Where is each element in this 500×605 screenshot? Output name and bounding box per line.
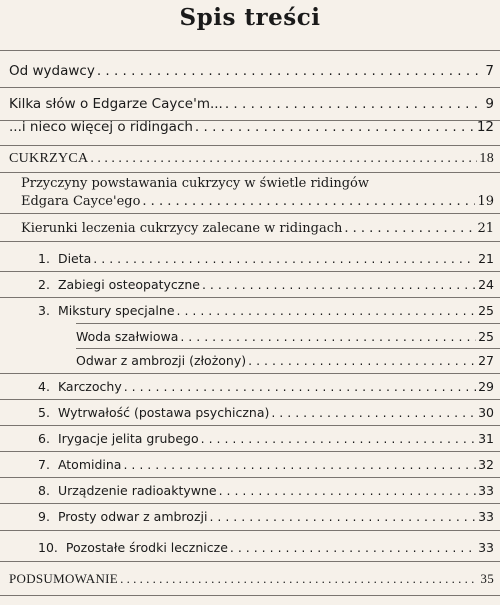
dot-leader — [97, 63, 484, 79]
item-number: 10. — [38, 540, 58, 555]
toc-item[interactable] — [38, 379, 494, 394]
divider — [0, 477, 500, 478]
toc-entry-podsumowanie[interactable] — [9, 571, 494, 587]
dot-leader — [93, 251, 476, 266]
toc-item[interactable] — [38, 303, 494, 318]
divider — [0, 530, 500, 531]
toc-item[interactable] — [38, 277, 494, 292]
dot-leader — [123, 457, 476, 472]
page-number: 19 — [477, 194, 494, 209]
page-number: 21 — [477, 221, 494, 236]
toc-item[interactable] — [38, 431, 494, 446]
entry-label: Zabiegi osteopatyczne — [57, 277, 200, 292]
entry-label: Edgara Cayce'ego — [21, 194, 141, 209]
page-number: 35 — [480, 571, 494, 586]
page-number: 9 — [485, 96, 494, 112]
entry-label: Dieta — [57, 251, 92, 266]
dot-leader — [344, 221, 475, 236]
entry-label: Mikstury specjalne — [57, 303, 175, 318]
page-number: 29 — [478, 379, 494, 394]
divider — [0, 172, 500, 173]
page-number: 31 — [478, 431, 494, 446]
divider — [0, 425, 500, 426]
dot-leader — [230, 540, 476, 555]
dot-leader — [271, 405, 476, 420]
dot-leader — [90, 151, 477, 167]
entry-label: Kilka słów o Edgarze Cayce'm... — [9, 96, 223, 112]
page-number: 33 — [478, 483, 494, 498]
dot-leader — [195, 119, 475, 135]
page-number: 18 — [479, 151, 494, 166]
toc-subitem[interactable] — [76, 329, 494, 344]
entry-label: ...i nieco więcej o ridingach — [9, 119, 193, 135]
toc-item[interactable] — [38, 457, 494, 472]
entry-label: Prosty odwar z ambrozji — [57, 509, 208, 524]
item-number: 5. — [38, 405, 50, 420]
page-number: 12 — [476, 119, 494, 135]
divider — [0, 297, 500, 298]
divider — [0, 503, 500, 504]
page-number: 24 — [478, 277, 494, 292]
toc-item[interactable] — [38, 483, 494, 498]
item-number: 8. — [38, 483, 50, 498]
toc-entry-przyczyny-line1[interactable]: Przyczyny powstawania cukrzycy w świetle ridingów — [21, 176, 370, 191]
toc-entry-od-wydawcy[interactable] — [9, 63, 494, 79]
entry-label: Odwar z ambrozji (złożony) — [76, 353, 247, 368]
toc-entry-kierunki[interactable] — [21, 221, 494, 236]
entry-label: Wytrwałość (postawa psychiczna) — [57, 405, 270, 420]
toc-item[interactable] — [38, 509, 494, 524]
dot-leader — [177, 303, 477, 318]
entry-label: Woda szałwiowa — [76, 329, 179, 344]
item-number: 7. — [38, 457, 50, 472]
divider — [0, 595, 500, 596]
toc-item[interactable] — [38, 540, 494, 555]
entry-label: Irygacje jelita grubego — [57, 431, 199, 446]
entry-label: Od wydawcy — [9, 63, 95, 79]
entry-label: Atomidina — [57, 457, 122, 472]
dot-leader — [201, 431, 476, 446]
dot-leader — [124, 379, 476, 394]
divider — [76, 348, 500, 349]
entry-label: PODSUMOWANIE — [9, 571, 119, 586]
page-number: 30 — [478, 405, 494, 420]
toc-entry-przyczyny[interactable] — [21, 194, 494, 209]
divider — [0, 373, 500, 374]
page-number: 33 — [478, 540, 494, 555]
item-number: 9. — [38, 509, 50, 524]
item-number: 3. — [38, 303, 50, 318]
entry-label: Karczochy — [57, 379, 122, 394]
item-number: 1. — [38, 251, 50, 266]
divider — [0, 213, 500, 214]
divider — [0, 271, 500, 272]
item-number: 4. — [38, 379, 50, 394]
entry-label: CUKRZYCA — [9, 151, 89, 166]
divider — [0, 50, 500, 51]
divider — [0, 145, 500, 146]
dot-leader — [225, 96, 484, 112]
page-number: 7 — [485, 63, 494, 79]
dot-leader — [202, 277, 476, 292]
divider — [0, 399, 500, 400]
page-number: 25 — [478, 329, 494, 344]
divider — [0, 561, 500, 562]
page-title: Spis treści — [179, 4, 321, 31]
toc-item[interactable] — [38, 251, 494, 266]
entry-label: Kierunki leczenia cukrzycy zalecane w ridingach — [21, 221, 343, 236]
toc-subitem[interactable] — [76, 353, 494, 368]
entry-label: Urządzenie radioaktywne — [57, 483, 217, 498]
dot-leader — [209, 509, 476, 524]
page-number: 21 — [478, 251, 494, 266]
divider — [0, 451, 500, 452]
divider — [0, 241, 500, 242]
dot-leader — [120, 571, 478, 587]
toc-entry-i-nieco[interactable] — [9, 119, 494, 135]
divider — [0, 87, 500, 88]
page-number: 25 — [478, 303, 494, 318]
toc-entry-cukrzyca[interactable] — [9, 151, 494, 167]
item-number: 2. — [38, 277, 50, 292]
dot-leader — [180, 329, 476, 344]
page-number: 27 — [478, 353, 494, 368]
page-number: 32 — [478, 457, 494, 472]
dot-leader — [248, 353, 476, 368]
toc-entry-kilka-slow[interactable] — [9, 96, 494, 112]
page-number: 33 — [478, 509, 494, 524]
toc-item[interactable] — [38, 405, 494, 420]
item-number: 6. — [38, 431, 50, 446]
divider — [76, 323, 500, 324]
dot-leader — [219, 483, 477, 498]
entry-label: Pozostałe środki lecznicze — [65, 540, 228, 555]
dot-leader — [142, 194, 475, 209]
